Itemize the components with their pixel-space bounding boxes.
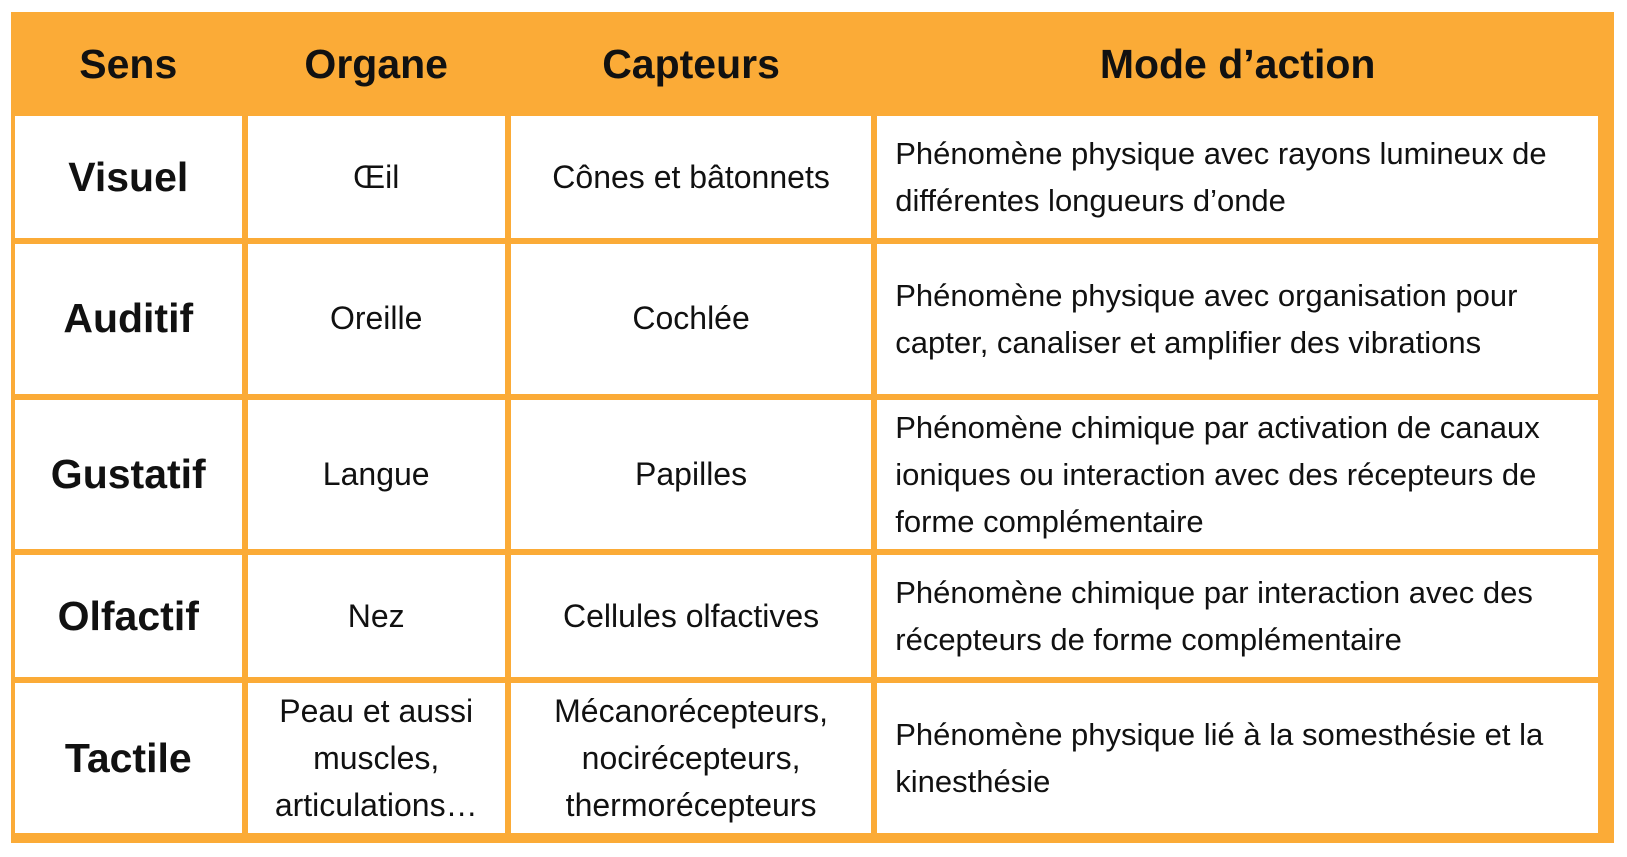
table-row <box>15 683 1598 833</box>
header-row <box>15 18 1598 110</box>
cell-mode: Phénomène physique avec organisation pour capter, canaliser et amplifier des vibrations <box>877 244 1598 394</box>
cell-capteurs: Cônes et bâtonnets <box>511 116 871 238</box>
cell-capteurs: Papilles <box>511 400 871 550</box>
cell-sens: Olfactif <box>15 555 242 677</box>
cell-organe: Nez <box>248 555 505 677</box>
header-mode: Mode d’action <box>1099 40 1376 87</box>
cell-mode: Phénomène chimique par activation de canaux ioniques ou interaction avec des récepteurs de forme complémentaire <box>877 400 1598 550</box>
table-row <box>15 555 1598 677</box>
cell-mode: Phénomène chimique par interaction avec des récepteurs de forme complémentaire <box>877 555 1598 677</box>
cell-organe: Peau et aussi muscles, articulations… <box>248 683 505 833</box>
table-row <box>15 400 1598 550</box>
cell-sens: Auditif <box>15 244 242 394</box>
header-sens: Sens <box>79 40 178 87</box>
cell-mode: Phénomène physique avec rayons lumineux de différentes longueurs d’onde <box>877 116 1598 238</box>
senses-table <box>9 12 1604 839</box>
cell-capteurs: Cochlée <box>511 244 871 394</box>
header-capteurs: Capteurs <box>602 40 780 87</box>
cell-organe: Oreille <box>248 244 505 394</box>
cell-sens: Tactile <box>15 683 242 833</box>
cell-organe: Langue <box>248 400 505 550</box>
cell-capteurs: Mécanorécepteurs, nocirécepteurs, thermorécepteurs <box>511 683 871 833</box>
cell-sens: Visuel <box>15 116 242 238</box>
cell-capteurs: Cellules olfactives <box>511 555 871 677</box>
cell-mode: Phénomène physique lié à la somesthésie et la kinesthésie <box>877 683 1598 833</box>
table-frame <box>11 12 1614 843</box>
cell-organe: Œil <box>248 116 505 238</box>
cell-sens: Gustatif <box>15 400 242 550</box>
table-row <box>15 244 1598 394</box>
header-organe: Organe <box>304 40 448 87</box>
table-row <box>15 116 1598 238</box>
